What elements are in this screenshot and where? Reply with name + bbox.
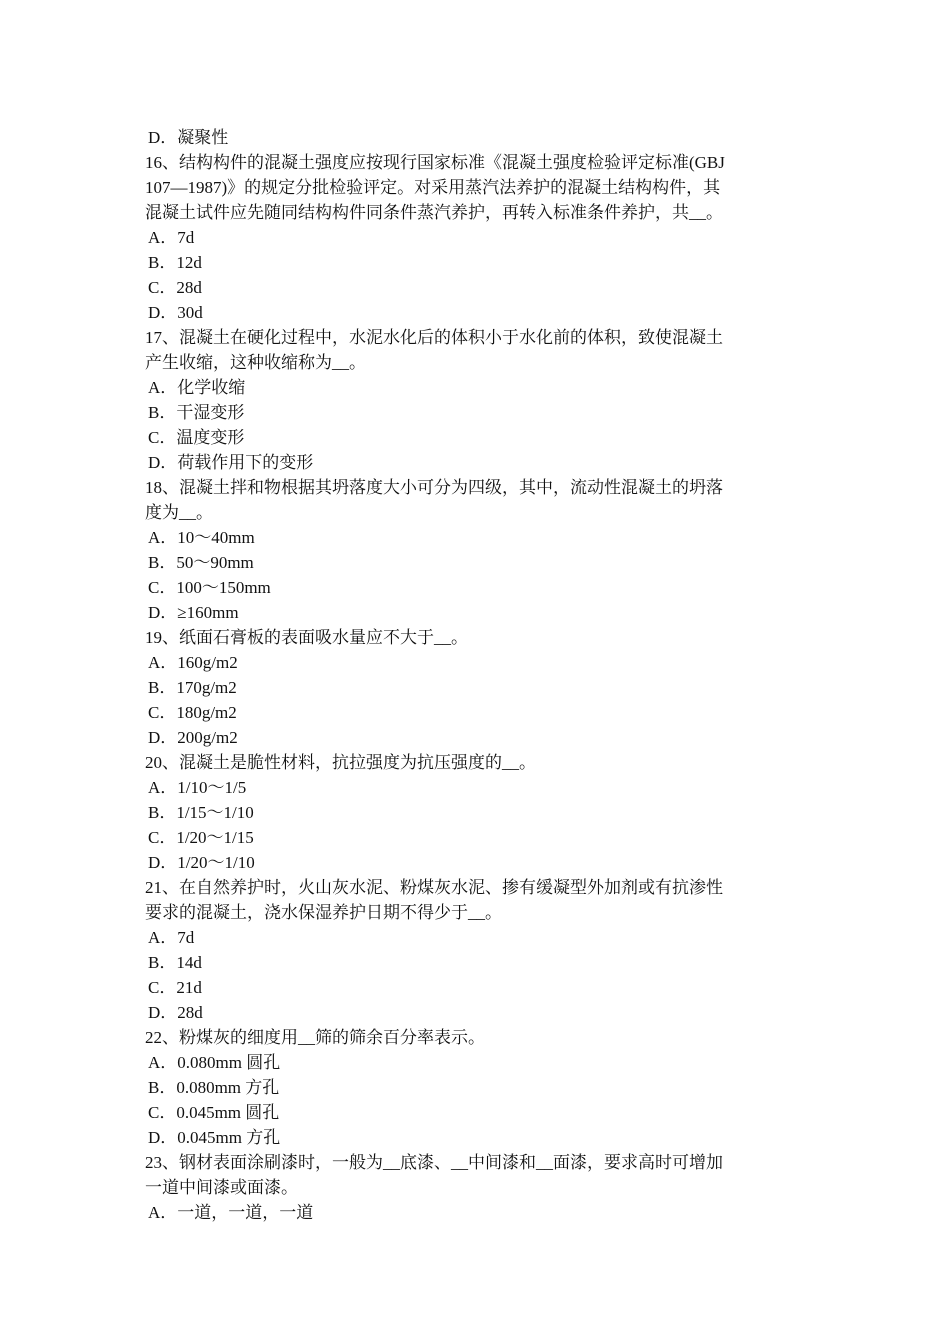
question-line: 产生收缩，这种收缩称为__。 [145,353,366,372]
answer-option: D．30d [148,303,203,322]
answer-option: D．凝聚性 [148,128,229,147]
question-stem [145,750,815,775]
question-line: 19、纸面石膏板的表面吸水量应不大于__。 [145,628,468,647]
answer-option: C．温度变形 [148,428,245,447]
question-line: 16、结构构件的混凝土强度应按现行国家标准《混凝土强度检验评定标准(GBJ [145,153,725,172]
answer-option: D．1/20～1/10 [148,853,255,872]
question-line: 21、在自然养护时，火山灰水泥、粉煤灰水泥、掺有缓凝型外加剂或有抗渗性 [145,878,723,897]
answer-option: A．0.080mm 圆孔 [148,1053,281,1072]
answer-option: C．1/20～1/15 [148,828,254,847]
question-line: 23、钢材表面涂刷漆时，一般为__底漆、__中间漆和__面漆，要求高时可增加 [145,1153,723,1172]
question-line: 20、混凝土是脆性材料，抗拉强度为抗压强度的__。 [145,753,536,772]
answer-option: B．1/15～1/10 [148,803,254,822]
answer-option: D．28d [148,1003,203,1022]
question-stem [145,875,815,925]
question-line: 17、混凝土在硬化过程中，水泥水化后的体积小于水化前的体积，致使混凝土 [145,328,723,347]
question-stem [145,150,815,225]
answer-option: A．化学收缩 [148,378,246,397]
answer-option: D．≥160mm [148,603,239,622]
question-stem [145,1025,815,1050]
question-line: 18、混凝土拌和物根据其坍落度大小可分为四级，其中，流动性混凝土的坍落 [145,478,723,497]
answer-option: A．7d [148,928,195,947]
answer-option: D．荷载作用下的变形 [148,453,314,472]
answer-option: D．0.045mm 方孔 [148,1128,281,1147]
answer-option: A．1/10～1/5 [148,778,247,797]
question-stem [145,325,815,375]
answer-option: D．200g/m2 [148,728,238,747]
answer-option: A．160g/m2 [148,653,238,672]
answer-option: B．50～90mm [148,553,254,572]
question-stem [145,1150,815,1200]
question-line: 要求的混凝土，浇水保湿养护日期不得少于__。 [145,903,502,922]
question-stem [145,625,815,650]
answer-option: C．21d [148,978,202,997]
question-line: 107—1987)》的规定分批检验评定。对采用蒸汽法养护的混凝土结构构件，其 [145,178,721,197]
question-line: 22、粉煤灰的细度用__筛的筛余百分率表示。 [145,1028,485,1047]
answer-option: A．一道，一道，一道 [148,1203,314,1222]
document-page [145,125,815,1225]
answer-option: C．0.045mm 圆孔 [148,1103,280,1122]
question-line: 度为__。 [145,503,213,522]
answer-option: B．170g/m2 [148,678,237,697]
answer-option: C．100～150mm [148,578,271,597]
answer-option: B．0.080mm 方孔 [148,1078,280,1097]
answer-option: B．12d [148,253,202,272]
question-stem [145,475,815,525]
question-line: 一道中间漆或面漆。 [145,1178,298,1197]
question-line: 混凝土试件应先随同结构构件同条件蒸汽养护，再转入标准条件养护，共__。 [145,203,723,222]
answer-option: A．10～40mm [148,528,255,547]
answer-option: A．7d [148,228,195,247]
answer-option: C．28d [148,278,202,297]
answer-option: B．干湿变形 [148,403,245,422]
answer-option: C．180g/m2 [148,703,237,722]
answer-option: B．14d [148,953,202,972]
